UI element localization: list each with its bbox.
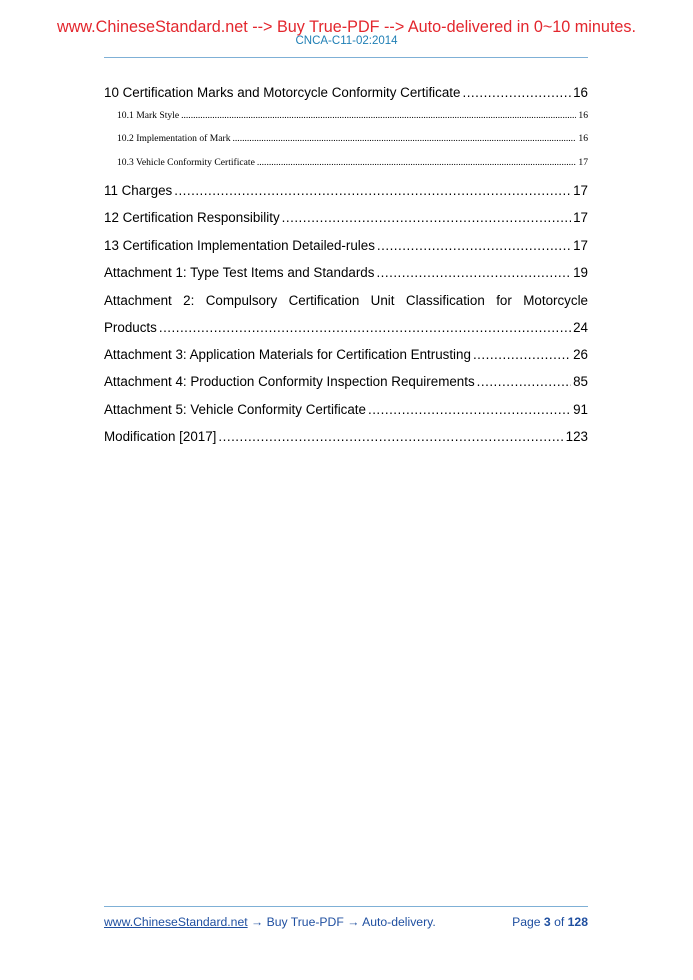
toc-entry-attachment-5[interactable] (104, 402, 588, 417)
toc-entry-page: 123 (565, 429, 588, 444)
toc-entry-title: Attachment 5: Vehicle Conformity Certificate (104, 402, 366, 417)
toc-entry-title: Modification [2017] (104, 429, 217, 444)
footer-buy-text: Buy True-PDF (266, 915, 344, 929)
toc-entry-page: 16 (573, 85, 588, 100)
toc-entry-title: Attachment 4: Production Conformity Inspection Requirements (104, 374, 475, 389)
toc-entry-title: Attachment 3: Application Materials for Certification Entrusting (104, 347, 471, 362)
toc-entry-title: Products (104, 320, 157, 335)
footer-divider (104, 906, 588, 907)
toc-leader-dots (377, 238, 571, 253)
toc-entry-title: 10.3 Vehicle Conformity Certificate (117, 157, 255, 168)
document-code: CNCA-C11-02:2014 (295, 35, 398, 47)
toc-entry-page: 26 (573, 347, 588, 362)
toc-leader-dots (368, 402, 571, 417)
toc-entry-page: 17 (573, 183, 588, 198)
page-total: 128 (567, 915, 588, 929)
toc-entry-13[interactable] (104, 238, 588, 253)
toc-entry-attachment-1[interactable] (104, 265, 588, 280)
toc-entry-page: 91 (573, 402, 588, 417)
toc-leader-dots (477, 374, 571, 389)
toc-entry-10-1[interactable] (117, 110, 588, 121)
footer-delivery-text: Auto-delivery. (362, 915, 436, 929)
toc-entry-attachment-3[interactable] (104, 347, 588, 362)
toc-leader-dots (257, 157, 577, 168)
toc-entry-10-3[interactable] (117, 157, 588, 168)
toc-entry-attachment-4[interactable] (104, 374, 588, 389)
toc-leader-dots (233, 133, 577, 144)
toc-entry-page: 24 (573, 320, 588, 335)
toc-entry-title: 12 Certification Responsibility (104, 210, 280, 225)
toc-entry-10-2[interactable] (117, 133, 588, 144)
toc-leader-dots (218, 429, 563, 444)
toc-entry-12[interactable] (104, 210, 588, 225)
arrow-right-icon: → (347, 915, 360, 929)
page-number (512, 915, 588, 929)
toc-entry-title: 10.1 Mark Style (117, 110, 180, 121)
toc-entry-title: 13 Certification Implementation Detailed-rules (104, 238, 375, 253)
footer-website-link[interactable]: www.ChineseStandard.net (104, 915, 248, 929)
toc-entry-10[interactable] (104, 85, 588, 100)
toc-entry-page: 17 (573, 210, 588, 225)
toc-leader-dots (174, 183, 571, 198)
top-banner-text[interactable]: www.ChineseStandard.net --> Buy True-PDF --> Auto-delivered in 0~10 minutes. (57, 18, 636, 36)
toc-leader-dots (462, 85, 571, 100)
toc-entry-attachment-2-line1[interactable]: Attachment 2: Compulsory Certification Unit Classification for Motorcycle (104, 293, 588, 308)
toc-leader-dots (473, 347, 571, 362)
toc-entry-title: 10 Certification Marks and Motorcycle Conformity Certificate (104, 85, 461, 100)
toc-entry-page: 19 (573, 265, 588, 280)
toc-entry-attachment-2[interactable] (104, 320, 588, 335)
page-footer (104, 915, 588, 929)
page-of-label: of (554, 915, 565, 929)
toc-entry-page: 16 (578, 133, 588, 144)
toc-entry-page: 85 (573, 374, 588, 389)
toc-leader-dots (282, 210, 571, 225)
toc-entry-11[interactable] (104, 183, 588, 198)
toc-entry-title: 11 Charges (104, 183, 173, 198)
toc-leader-dots (159, 320, 571, 335)
toc-entry-page: 16 (578, 110, 588, 121)
arrow-right-icon: → (251, 915, 264, 929)
toc-entry-page: 17 (573, 238, 588, 253)
toc-entry-page: 17 (578, 157, 588, 168)
toc-leader-dots (376, 265, 571, 280)
toc-entry-modification[interactable] (104, 429, 588, 444)
header-divider (104, 57, 588, 58)
page-current: 3 (543, 915, 551, 929)
page-label: Page (512, 915, 541, 929)
toc-entry-title: Attachment 1: Type Test Items and Standards (104, 265, 375, 280)
toc-entry-title: 10.2 Implementation of Mark (117, 133, 231, 144)
toc-leader-dots (181, 110, 576, 121)
